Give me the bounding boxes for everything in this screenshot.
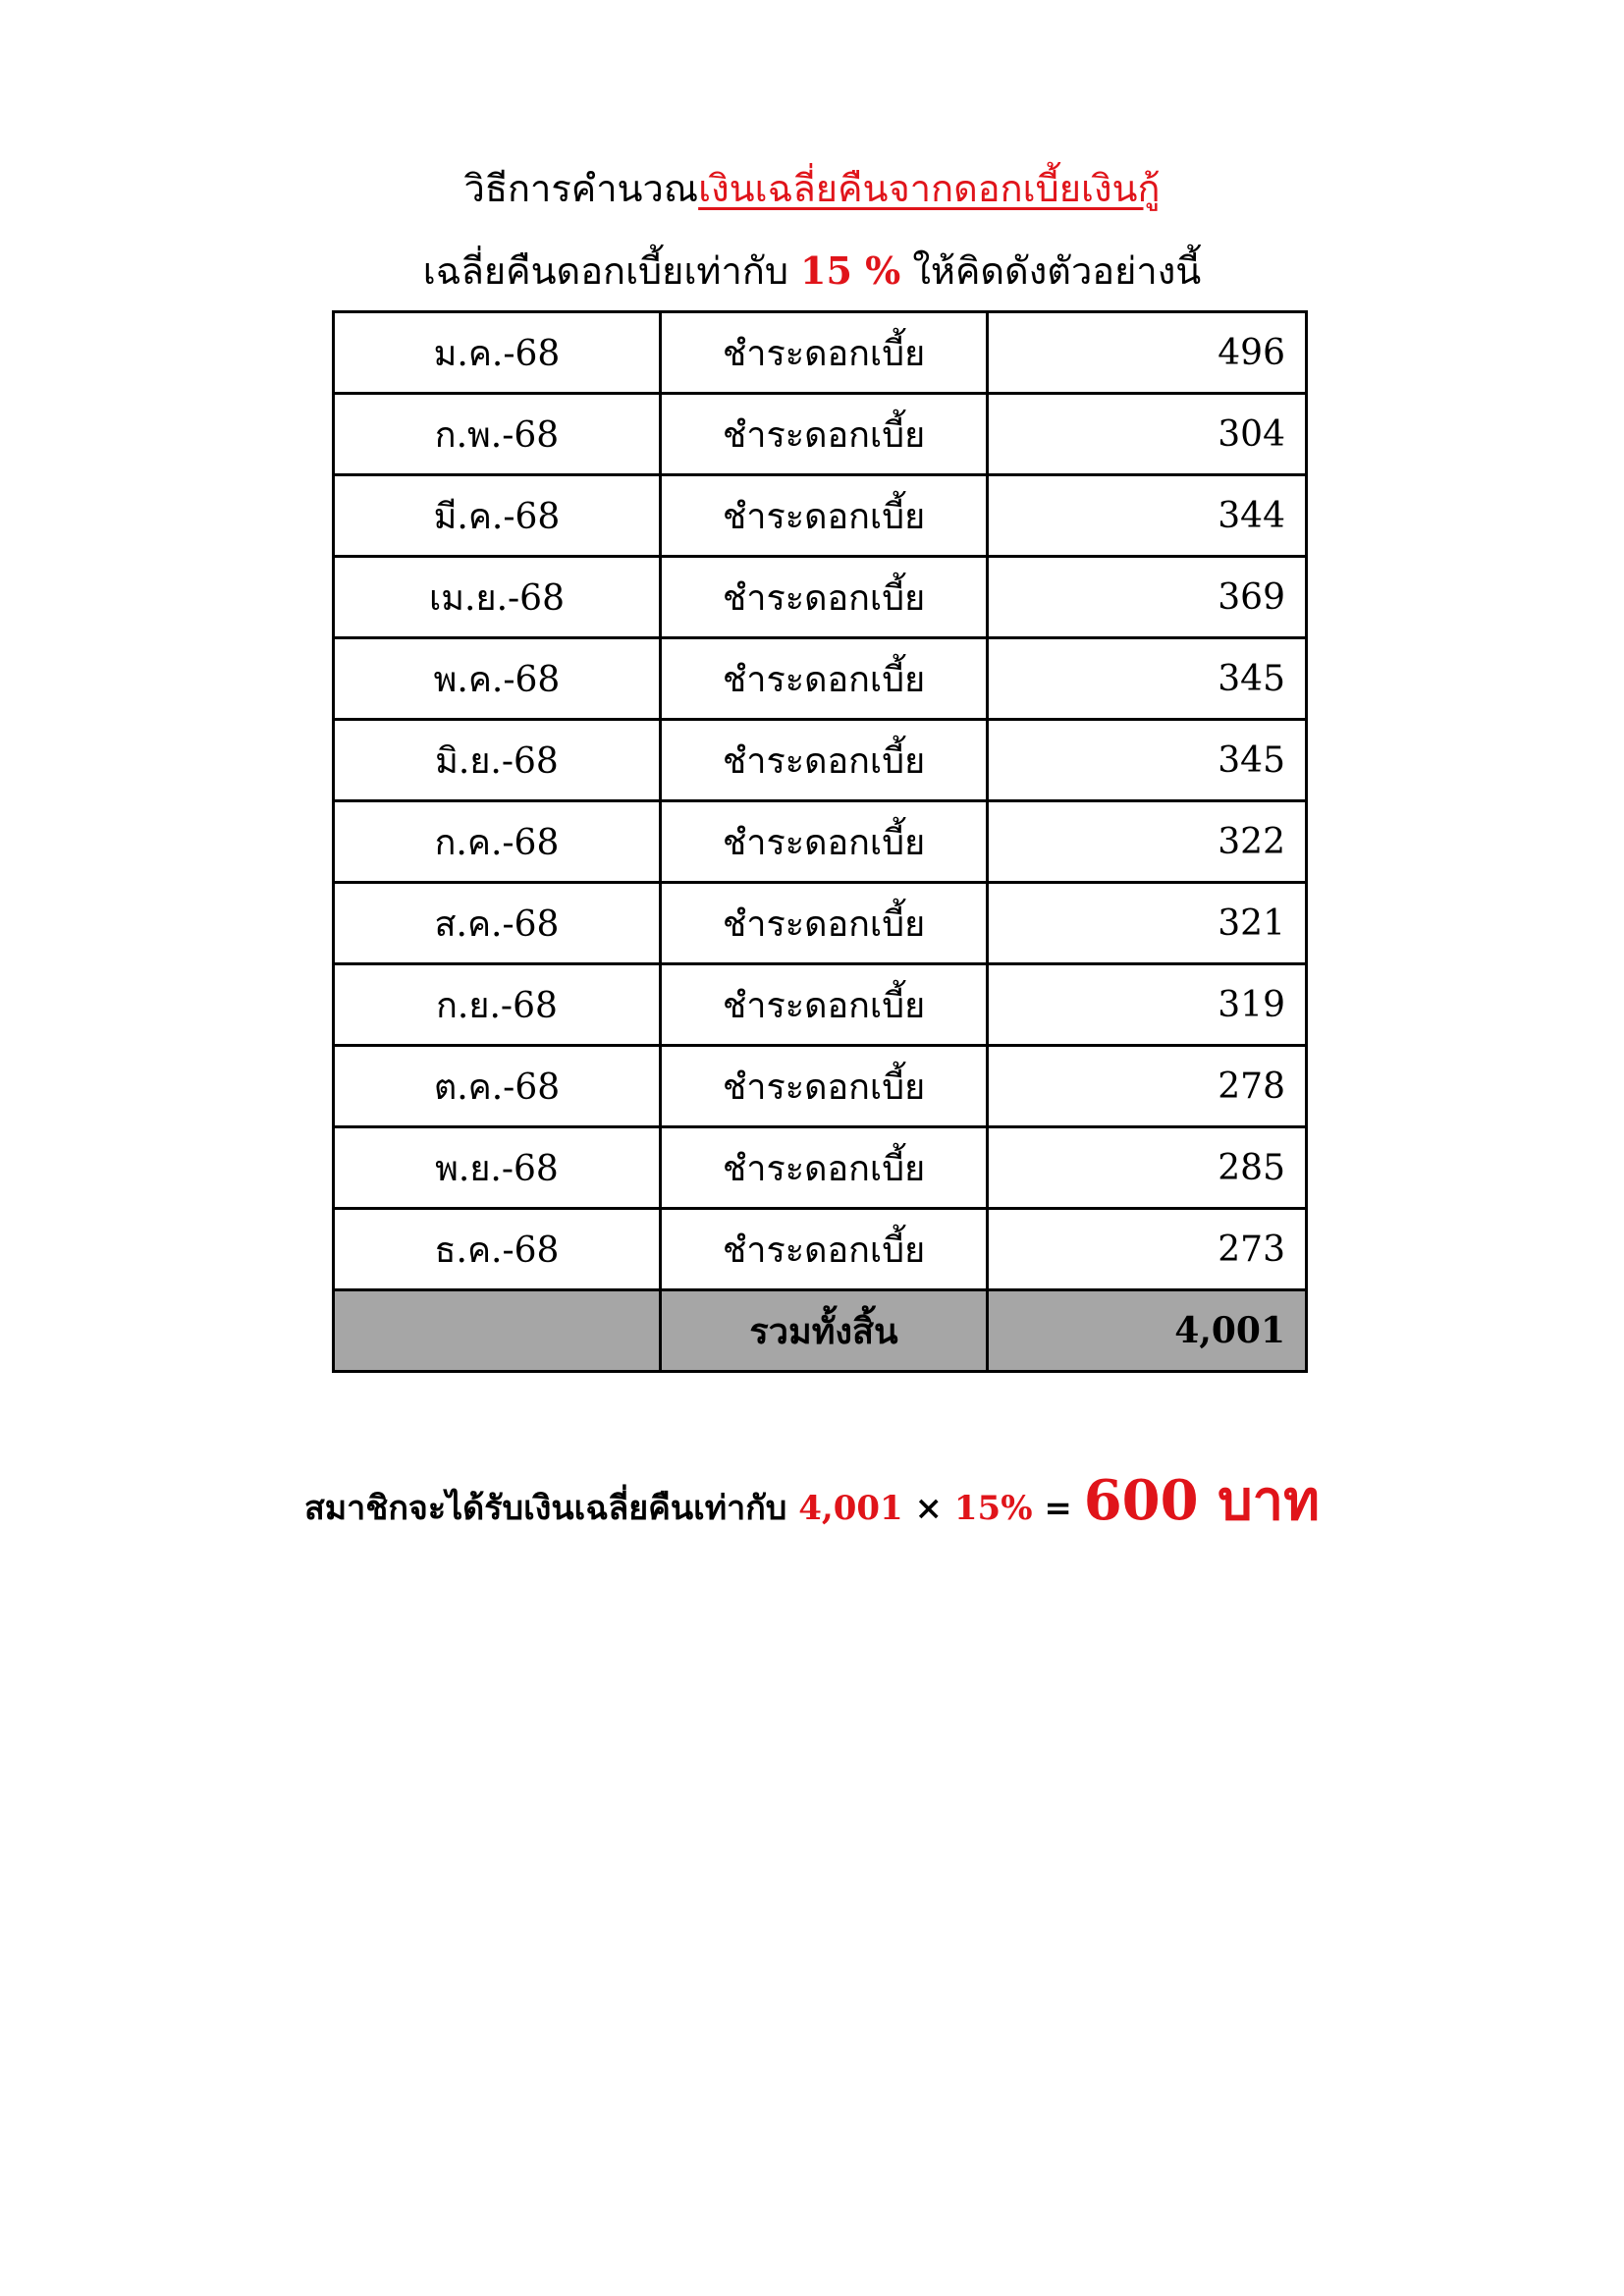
- month-cell: ต.ค.-68: [334, 1046, 661, 1127]
- table-row: [334, 1046, 1307, 1127]
- month-cell: มี.ค.-68: [334, 475, 661, 557]
- table-row: [334, 1209, 1307, 1290]
- equals-sign: =: [1044, 1489, 1072, 1528]
- amount-cell: 285: [988, 1127, 1307, 1209]
- amount-cell: 321: [988, 883, 1307, 964]
- month-cell: ม.ค.-68: [334, 312, 661, 394]
- description-cell: ชำระดอกเบี้ย: [661, 475, 988, 557]
- total-empty-cell: [334, 1290, 661, 1372]
- table-row: [334, 638, 1307, 720]
- table-row: [334, 557, 1307, 638]
- amount-cell: 344: [988, 475, 1307, 557]
- description-cell: ชำระดอกเบี้ย: [661, 638, 988, 720]
- table-row: [334, 964, 1307, 1046]
- description-cell: ชำระดอกเบี้ย: [661, 394, 988, 475]
- subtitle-prefix: เฉลี่ยคืนดอกเบี้ยเท่ากับ: [422, 249, 788, 293]
- month-cell: ส.ค.-68: [334, 883, 661, 964]
- amount-cell: 278: [988, 1046, 1307, 1127]
- table-row: [334, 883, 1307, 964]
- summary-text: สมาชิกจะได้รับเงินเฉลี่ยคืนเท่ากับ: [303, 1489, 787, 1528]
- month-cell: ก.ค.-68: [334, 801, 661, 883]
- amount-cell: 322: [988, 801, 1307, 883]
- description-cell: ชำระดอกเบี้ย: [661, 883, 988, 964]
- amount-cell: 273: [988, 1209, 1307, 1290]
- description-cell: ชำระดอกเบี้ย: [661, 1209, 988, 1290]
- table-row: [334, 720, 1307, 801]
- amount-cell: 304: [988, 394, 1307, 475]
- total-label: รวมทั้งสิ้น: [661, 1290, 988, 1372]
- times-sign: ×: [914, 1489, 944, 1528]
- amount-cell: 496: [988, 312, 1307, 394]
- table-row: [334, 394, 1307, 475]
- document-subtitle: [0, 240, 1624, 302]
- summary-amount: 4,001: [798, 1489, 903, 1528]
- amount-cell: 345: [988, 720, 1307, 801]
- subtitle-percent: 15 %: [800, 248, 901, 293]
- summary-line: [0, 1461, 1624, 1548]
- amount-cell: 319: [988, 964, 1307, 1046]
- month-cell: เม.ย.-68: [334, 557, 661, 638]
- table-row: [334, 1127, 1307, 1209]
- table-row: [334, 312, 1307, 394]
- subtitle-suffix: ให้คิดดังตัวอย่างนี้: [912, 249, 1202, 293]
- summary-result: 600 บาท: [1083, 1468, 1320, 1533]
- month-cell: ธ.ค.-68: [334, 1209, 661, 1290]
- amount-cell: 369: [988, 557, 1307, 638]
- title-highlight: เงินเฉลี่ยคืนจากดอกเบี้ยเงินกู้: [698, 167, 1161, 210]
- interest-table: [332, 310, 1308, 1373]
- description-cell: ชำระดอกเบี้ย: [661, 557, 988, 638]
- total-value: 4,001: [988, 1290, 1307, 1372]
- document-title: [0, 157, 1624, 220]
- summary-rate: 15%: [953, 1489, 1033, 1528]
- month-cell: พ.ค.-68: [334, 638, 661, 720]
- table-row: [334, 475, 1307, 557]
- amount-cell: 345: [988, 638, 1307, 720]
- description-cell: ชำระดอกเบี้ย: [661, 720, 988, 801]
- month-cell: พ.ย.-68: [334, 1127, 661, 1209]
- table-row: [334, 801, 1307, 883]
- title-prefix: วิธีการคำนวณ: [463, 167, 699, 210]
- month-cell: ก.ย.-68: [334, 964, 661, 1046]
- total-row: [334, 1290, 1307, 1372]
- description-cell: ชำระดอกเบี้ย: [661, 964, 988, 1046]
- description-cell: ชำระดอกเบี้ย: [661, 312, 988, 394]
- month-cell: ก.พ.-68: [334, 394, 661, 475]
- month-cell: มิ.ย.-68: [334, 720, 661, 801]
- description-cell: ชำระดอกเบี้ย: [661, 1127, 988, 1209]
- description-cell: ชำระดอกเบี้ย: [661, 1046, 988, 1127]
- description-cell: ชำระดอกเบี้ย: [661, 801, 988, 883]
